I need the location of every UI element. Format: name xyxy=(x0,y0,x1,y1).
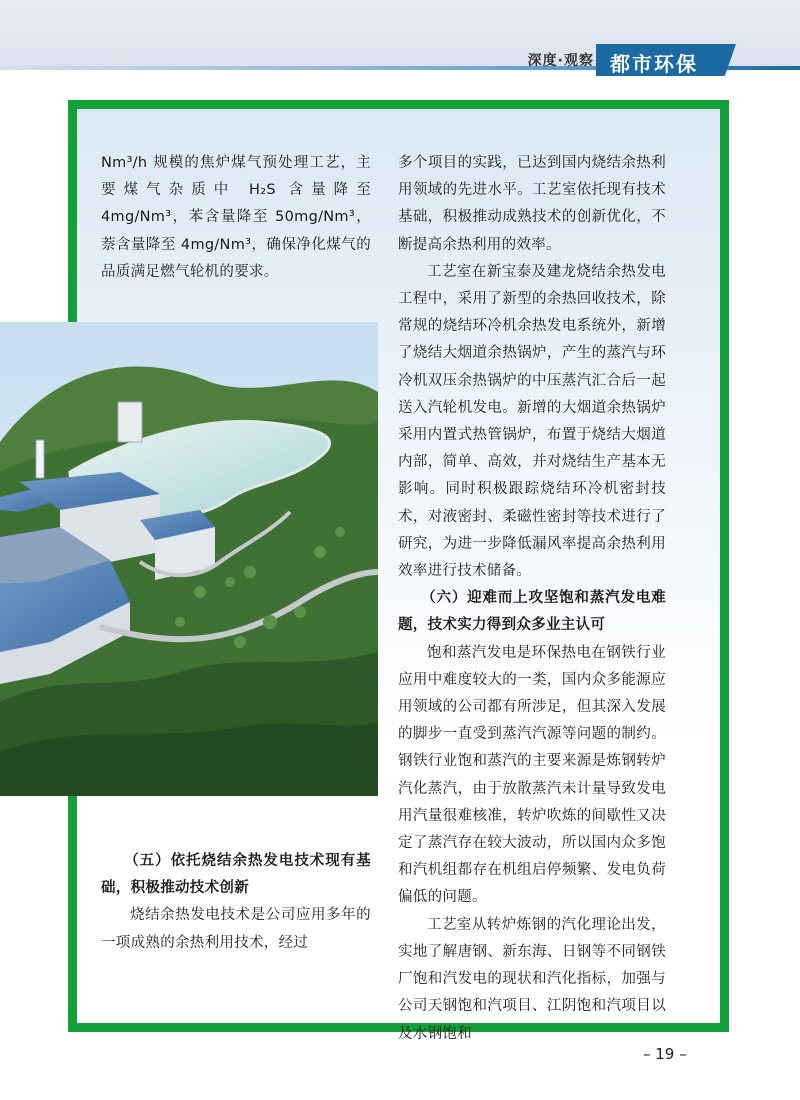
paragraph: 工艺室在新宝泰及建龙烧结余热发电工程中，采用了新型的余热回收技术，除常规的烧结环冷机余热发电系统外，新增了烧结大烟道余热锅炉，产生的蒸汽与环冷机双压余热锅炉的中压蒸汽汇合后一起送入汽轮机发电。新增的大烟道余热锅炉采用内置式热管锅炉，布置于烧结大烟道内部，简单、高效，并对烧结生产基本无影响。同时积极跟踪烧结环冷机密封技术，对液密封、柔磁性密封等技术进行了研究，为进一步降低漏风率提高余热利用效率进行技术储备。 xyxy=(398,263,666,580)
plant-rendering-svg xyxy=(0,322,378,796)
page-number: – 19 – xyxy=(643,1045,687,1063)
paragraph: 多个项目的实践，已达到国内烧结余热利用领域的先进水平。工艺室依托现有技术基础，积极推动成熟技术的创新优化，不断提高余热利用的效率。 xyxy=(398,155,666,253)
plant-rendering-image xyxy=(0,322,378,796)
tower-building xyxy=(118,402,142,442)
section-label: 深度·观察 xyxy=(527,53,594,69)
paragraph: Nm³/h 规模的焦炉煤气预处理工艺，主要煤气杂质中 H₂S 含量降至 4mg/Nm³，苯含量降至 50mg/Nm³，萘含量降至 4mg/Nm³，确保净化煤气的品质满足燃气轮机的要求。 xyxy=(101,155,371,280)
column-title: 都市环保 xyxy=(610,52,698,76)
section-heading: （六）迎难而上攻坚饱和蒸汽发电难题，技术实力得到众多业主认可 xyxy=(398,590,666,634)
left-column-top xyxy=(101,150,371,286)
paragraph: 工艺室从转炉炼钢的汽化理论出发，实地了解唐钢、新东海、日钢等不同钢铁厂饱和汽发电的现状和汽化指标，加强与公司天钢饱和汽项目、江阴饱和汽项目以及水钢饱和 xyxy=(398,916,666,1042)
right-column xyxy=(398,150,666,1048)
chimney xyxy=(36,440,44,478)
paragraph: 烧结余热发电技术是公司应用多年的一项成熟的余热利用技术，经过 xyxy=(101,907,371,951)
section-heading: （五）依托烧结余热发电技术现有基础，积极推动技术创新 xyxy=(101,853,371,897)
left-column-bottom xyxy=(101,848,371,957)
paragraph: 饱和蒸汽发电是环保热电在钢铁行业应用中难度较大的一类，国内众多能源应用领域的公司都有所涉足，但其深入发展的脚步一直受到蒸汽汽源等问题的制约。钢铁行业饱和蒸汽的主要来源是炼钢转炉汽化蒸汽，由于放散蒸汽未计量导致发电用汽量很难核准，转炉吹炼的间歇性又决定了蒸汽存在较大波动，所以国内众多饱和汽机组都存在机组启停频繁、发电负荷偏低的问题。 xyxy=(398,644,666,906)
